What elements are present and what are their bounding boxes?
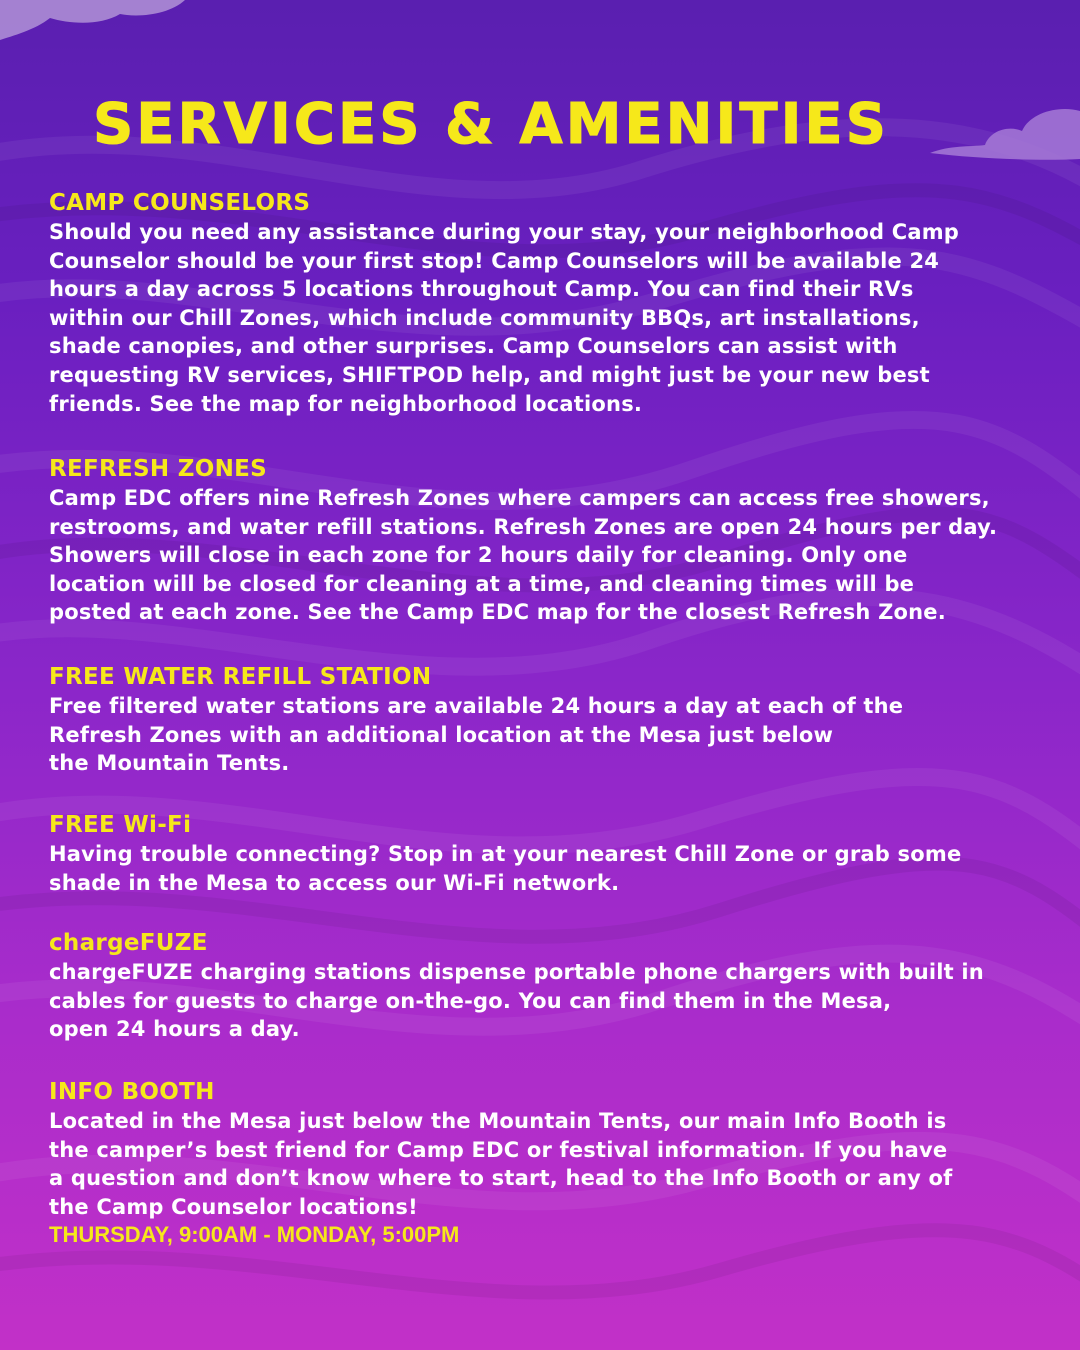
section-heading: chargeFUZE — [49, 930, 208, 956]
info-booth-hours: THURSDAY, 9:00AM - MONDAY, 5:00PM — [49, 1222, 460, 1248]
section-free-wifi — [49, 810, 1039, 897]
section-heading: FREE WATER REFILL STATION — [49, 664, 432, 690]
section-heading: FREE Wi-Fi — [49, 812, 192, 838]
section-body: chargeFUZE charging stations dispense portable phone chargers with built in cables for guests to charge on-the-go. You can find them in the Mesa, open 24 hours a day. — [49, 960, 984, 1042]
section-body: Having trouble connecting? Stop in at your nearest Chill Zone or grab some shade in the Mesa to access our Wi-Fi network. — [49, 842, 962, 895]
section-heading: REFRESH ZONES — [49, 456, 268, 482]
page-title: SERVICES & AMENITIES — [92, 92, 890, 157]
section-camp-counselors — [49, 188, 1039, 418]
section-free-water-refill — [49, 662, 1039, 778]
section-info-booth — [49, 1077, 1039, 1249]
section-body: Should you need any assistance during your stay, your neighborhood Camp Counselor should be your first stop! Camp Counselors will be available 24 hours a day across 5 locations throughout Camp. You can find their RVs within our Chill Zones, which include community BBQs, art installations, shade canopies, and other surprises. Camp Counselors can assist with requesting RV services, SHIFTPOD help, and might just be your new best friends. See the map for neighborhood locations. — [49, 220, 960, 416]
cloud-top-left — [0, 0, 200, 50]
section-heading: INFO BOOTH — [49, 1079, 215, 1105]
section-body: Free filtered water stations are available 24 hours a day at each of the Refresh Zones with an additional location at the Mesa just below the Mountain Tents. — [49, 694, 904, 776]
section-heading: CAMP COUNSELORS — [49, 190, 311, 216]
section-chargefuze — [49, 928, 1039, 1044]
section-refresh-zones — [49, 454, 1039, 627]
section-body: Located in the Mesa just below the Mountain Tents, our main Info Booth is the camper’s best friend for Camp EDC or festival information. If you have a question and don’t know where to start, head to the Info Booth or any of the Camp Counselor locations! — [49, 1109, 953, 1219]
section-body: Camp EDC offers nine Refresh Zones where campers can access free showers, restrooms, and water refill stations. Refresh Zones are open 24 hours per day. Showers will close in each zone for 2 hours daily for cleaning. Only one location will be closed for cleaning at a time, and cleaning times will be posted at each zone. See the Camp EDC map for the closest Refresh Zone. — [49, 486, 998, 625]
